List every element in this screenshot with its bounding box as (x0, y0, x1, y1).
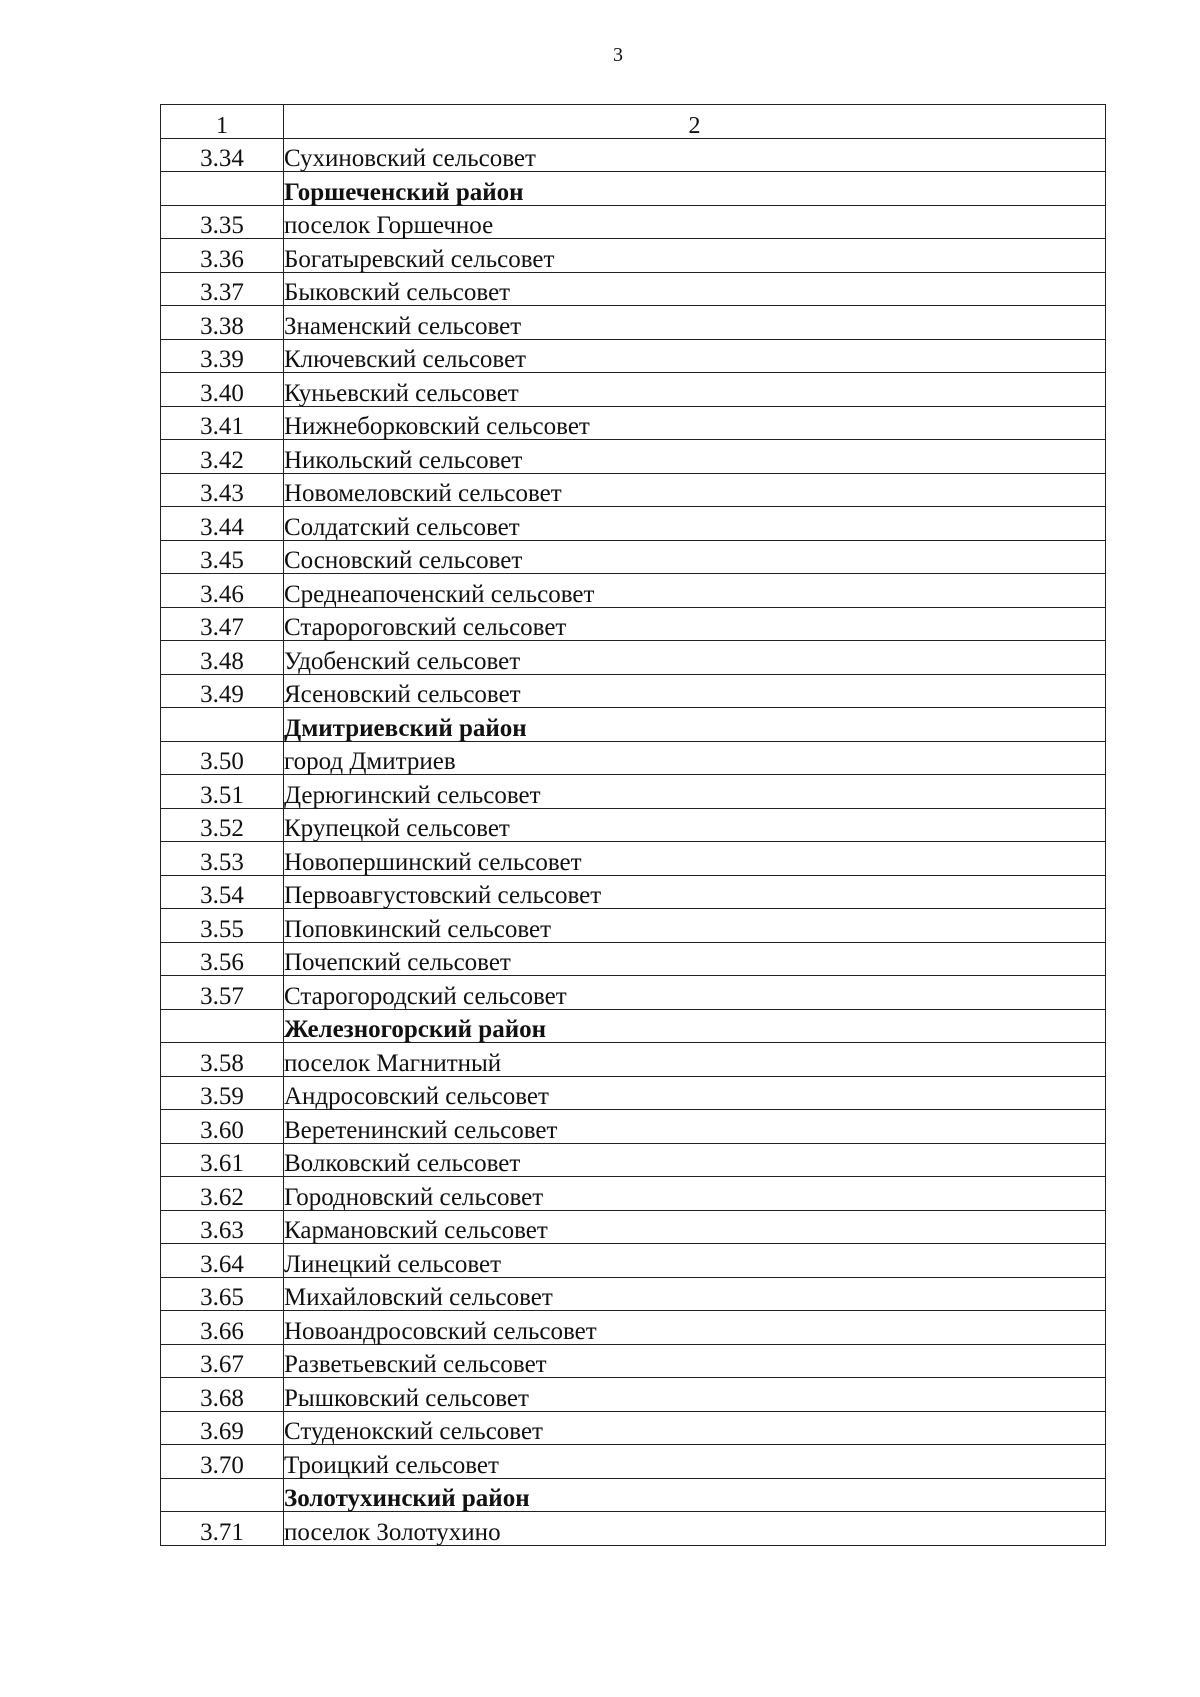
row-number-cell (161, 1009, 284, 1043)
table-row (161, 674, 1106, 708)
table-header-row (161, 105, 1106, 139)
district-name-cell: Золотухинский район (284, 1478, 1106, 1512)
settlement-name-cell: Солдатский сельсовет (284, 507, 1106, 541)
settlement-name-cell: Куньевский сельсовет (284, 373, 1106, 407)
table-row (161, 406, 1106, 440)
settlement-name-cell: Сосновский сельсовет (284, 540, 1106, 574)
settlement-name-cell: поселок Золотухино (284, 1512, 1106, 1546)
row-number-cell: 3.46 (161, 574, 284, 608)
row-number-cell: 3.43 (161, 473, 284, 507)
settlement-name-cell: Быковский сельсовет (284, 272, 1106, 306)
table-row (161, 641, 1106, 675)
district-heading-row (161, 1478, 1106, 1512)
table-row (161, 540, 1106, 574)
table-row (161, 1378, 1106, 1412)
settlement-name-cell: Городновский сельсовет (284, 1177, 1106, 1211)
row-number-cell: 3.70 (161, 1445, 284, 1479)
settlement-name-cell: поселок Магнитный (284, 1043, 1106, 1077)
table-row (161, 1143, 1106, 1177)
table-row (161, 842, 1106, 876)
row-number-cell: 3.63 (161, 1210, 284, 1244)
row-number-cell: 3.66 (161, 1311, 284, 1345)
page-number: 3 (613, 44, 623, 66)
row-number-cell: 3.40 (161, 373, 284, 407)
row-number-cell: 3.48 (161, 641, 284, 675)
column-header-number: 1 (161, 105, 284, 139)
row-number-cell: 3.38 (161, 306, 284, 340)
row-number-cell: 3.51 (161, 775, 284, 809)
table-row (161, 976, 1106, 1010)
settlement-name-cell: Почепский сельсовет (284, 942, 1106, 976)
row-number-cell: 3.47 (161, 607, 284, 641)
table-row (161, 1344, 1106, 1378)
district-name-cell: Горшеченский район (284, 172, 1106, 206)
settlements-table (160, 104, 1106, 1546)
row-number-cell: 3.57 (161, 976, 284, 1010)
settlement-name-cell: Студенокский сельсовет (284, 1411, 1106, 1445)
row-number-cell: 3.59 (161, 1076, 284, 1110)
table-row (161, 1210, 1106, 1244)
table-row (161, 942, 1106, 976)
settlement-name-cell: Старогородский сельсовет (284, 976, 1106, 1010)
settlement-name-cell: Волковский сельсовет (284, 1143, 1106, 1177)
row-number-cell (161, 708, 284, 742)
district-heading-row (161, 1009, 1106, 1043)
row-number-cell: 3.37 (161, 272, 284, 306)
row-number-cell: 3.58 (161, 1043, 284, 1077)
row-number-cell: 3.39 (161, 339, 284, 373)
settlement-name-cell: Ключевский сельсовет (284, 339, 1106, 373)
table-row (161, 741, 1106, 775)
column-header-name: 2 (284, 105, 1106, 139)
settlement-name-cell: Удобенский сельсовет (284, 641, 1106, 675)
table-row (161, 473, 1106, 507)
row-number-cell: 3.62 (161, 1177, 284, 1211)
table-row (161, 1110, 1106, 1144)
settlement-name-cell: Дерюгинский сельсовет (284, 775, 1106, 809)
settlement-name-cell: Новоандросовский сельсовет (284, 1311, 1106, 1345)
table-row (161, 205, 1106, 239)
settlement-name-cell: Сухиновский сельсовет (284, 138, 1106, 172)
row-number-cell: 3.34 (161, 138, 284, 172)
settlement-name-cell: Разветьевский сельсовет (284, 1344, 1106, 1378)
table-row (161, 1311, 1106, 1345)
row-number-cell: 3.64 (161, 1244, 284, 1278)
table-row (161, 339, 1106, 373)
row-number-cell: 3.50 (161, 741, 284, 775)
row-number-cell: 3.41 (161, 406, 284, 440)
table-row (161, 775, 1106, 809)
table-row (161, 909, 1106, 943)
row-number-cell: 3.55 (161, 909, 284, 943)
row-number-cell: 3.52 (161, 808, 284, 842)
table-body (161, 105, 1106, 1546)
row-number-cell: 3.60 (161, 1110, 284, 1144)
table-row (161, 1244, 1106, 1278)
settlement-name-cell: Крупецкой сельсовет (284, 808, 1106, 842)
district-heading-row (161, 172, 1106, 206)
table-row (161, 808, 1106, 842)
settlement-name-cell: Первоавгустовский сельсовет (284, 875, 1106, 909)
row-number-cell: 3.53 (161, 842, 284, 876)
row-number-cell: 3.44 (161, 507, 284, 541)
settlement-name-cell: Троицкий сельсовет (284, 1445, 1106, 1479)
settlement-name-cell: поселок Горшечное (284, 205, 1106, 239)
table-row (161, 574, 1106, 608)
table-row (161, 1512, 1106, 1546)
table-row (161, 272, 1106, 306)
row-number-cell: 3.42 (161, 440, 284, 474)
table-row (161, 1445, 1106, 1479)
row-number-cell: 3.36 (161, 239, 284, 273)
table-row (161, 875, 1106, 909)
table-row (161, 507, 1106, 541)
row-number-cell: 3.67 (161, 1344, 284, 1378)
settlement-name-cell: Поповкинский сельсовет (284, 909, 1106, 943)
table-row (161, 1076, 1106, 1110)
row-number-cell: 3.68 (161, 1378, 284, 1412)
district-name-cell: Железногорский район (284, 1009, 1106, 1043)
row-number-cell: 3.61 (161, 1143, 284, 1177)
table-row (161, 1177, 1106, 1211)
settlement-name-cell: Линецкий сельсовет (284, 1244, 1106, 1278)
table-row (161, 1411, 1106, 1445)
row-number-cell: 3.45 (161, 540, 284, 574)
settlement-name-cell: Рышковский сельсовет (284, 1378, 1106, 1412)
table-row (161, 138, 1106, 172)
district-name-cell: Дмитриевский район (284, 708, 1106, 742)
district-heading-row (161, 708, 1106, 742)
table-row (161, 306, 1106, 340)
row-number-cell: 3.65 (161, 1277, 284, 1311)
row-number-cell: 3.35 (161, 205, 284, 239)
settlement-name-cell: Веретенинский сельсовет (284, 1110, 1106, 1144)
row-number-cell: 3.49 (161, 674, 284, 708)
settlement-name-cell: Андросовский сельсовет (284, 1076, 1106, 1110)
row-number-cell (161, 172, 284, 206)
row-number-cell: 3.69 (161, 1411, 284, 1445)
table-row (161, 607, 1106, 641)
settlement-name-cell: Богатыревский сельсовет (284, 239, 1106, 273)
settlement-name-cell: Нижнеборковский сельсовет (284, 406, 1106, 440)
settlement-name-cell: Никольский сельсовет (284, 440, 1106, 474)
table-row (161, 373, 1106, 407)
settlement-name-cell: город Дмитриев (284, 741, 1106, 775)
row-number-cell: 3.56 (161, 942, 284, 976)
table-row (161, 1277, 1106, 1311)
settlement-name-cell: Знаменский сельсовет (284, 306, 1106, 340)
table-row (161, 440, 1106, 474)
settlement-name-cell: Среднеапоченский сельсовет (284, 574, 1106, 608)
row-number-cell (161, 1478, 284, 1512)
settlement-name-cell: Новомеловский сельсовет (284, 473, 1106, 507)
table-row (161, 239, 1106, 273)
table-row (161, 1043, 1106, 1077)
settlement-name-cell: Новопершинский сельсовет (284, 842, 1106, 876)
settlement-name-cell: Кармановский сельсовет (284, 1210, 1106, 1244)
settlement-name-cell: Ясеновский сельсовет (284, 674, 1106, 708)
settlement-name-cell: Михайловский сельсовет (284, 1277, 1106, 1311)
row-number-cell: 3.71 (161, 1512, 284, 1546)
row-number-cell: 3.54 (161, 875, 284, 909)
settlement-name-cell: Старороговский сельсовет (284, 607, 1106, 641)
